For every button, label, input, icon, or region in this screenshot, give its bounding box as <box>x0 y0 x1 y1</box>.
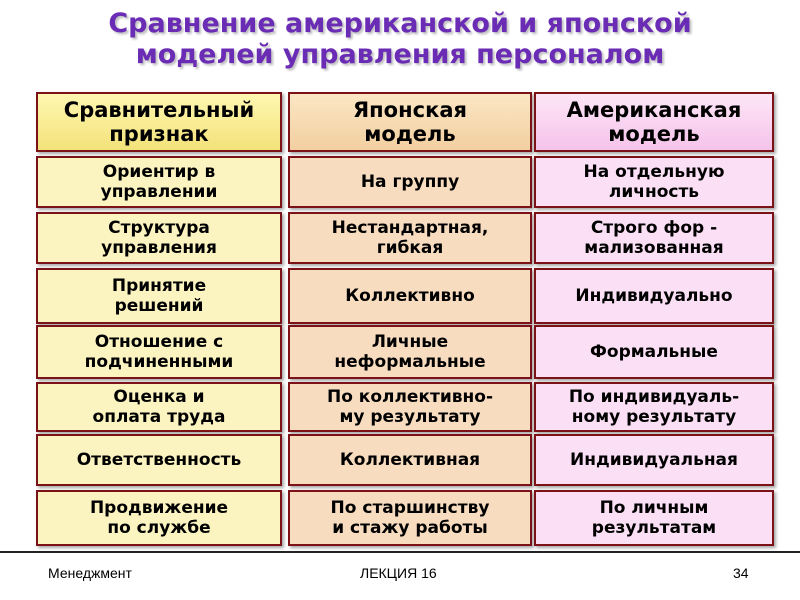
header-criterion: Сравнительный признак <box>36 92 282 152</box>
cell-japanese-model: Коллективная <box>288 434 532 486</box>
cell-criterion: Структура управления <box>36 212 282 264</box>
footer-divider <box>0 551 800 553</box>
cell-japanese-model: Личные неформальные <box>288 325 532 379</box>
cell-american-model: По личным результатам <box>534 490 774 546</box>
footer-course: Менеджмент <box>48 565 132 581</box>
cell-american-model: Индивидуально <box>534 268 774 324</box>
cell-japanese-model: На группу <box>288 156 532 208</box>
cell-american-model: На отдельную личность <box>534 156 774 208</box>
header-american-model: Американская модель <box>534 92 774 152</box>
cell-criterion: Отношение с подчиненными <box>36 325 282 379</box>
footer-lecture: ЛЕКЦИЯ 16 <box>360 565 437 581</box>
cell-criterion: Ответственность <box>36 434 282 486</box>
cell-japanese-model: По коллективно- му результату <box>288 382 532 432</box>
cell-american-model: Индивидуальная <box>534 434 774 486</box>
footer-page-number: 34 <box>733 565 749 581</box>
cell-criterion: Продвижение по службе <box>36 490 282 546</box>
cell-japanese-model: Нестандартная, гибкая <box>288 212 532 264</box>
cell-criterion: Ориентир в управлении <box>36 156 282 208</box>
cell-japanese-model: По старшинству и стажу работы <box>288 490 532 546</box>
header-japanese-model: Японская модель <box>288 92 532 152</box>
cell-japanese-model: Коллективно <box>288 268 532 324</box>
slide-title: Сравнение американской и японской моделей управления персоналом <box>108 8 692 70</box>
cell-criterion: Принятие решений <box>36 268 282 324</box>
cell-american-model: Формальные <box>534 325 774 379</box>
cell-american-model: Строго фор - мализованная <box>534 212 774 264</box>
cell-american-model: По индивидуаль- ному результату <box>534 382 774 432</box>
cell-criterion: Оценка и оплата труда <box>36 382 282 432</box>
